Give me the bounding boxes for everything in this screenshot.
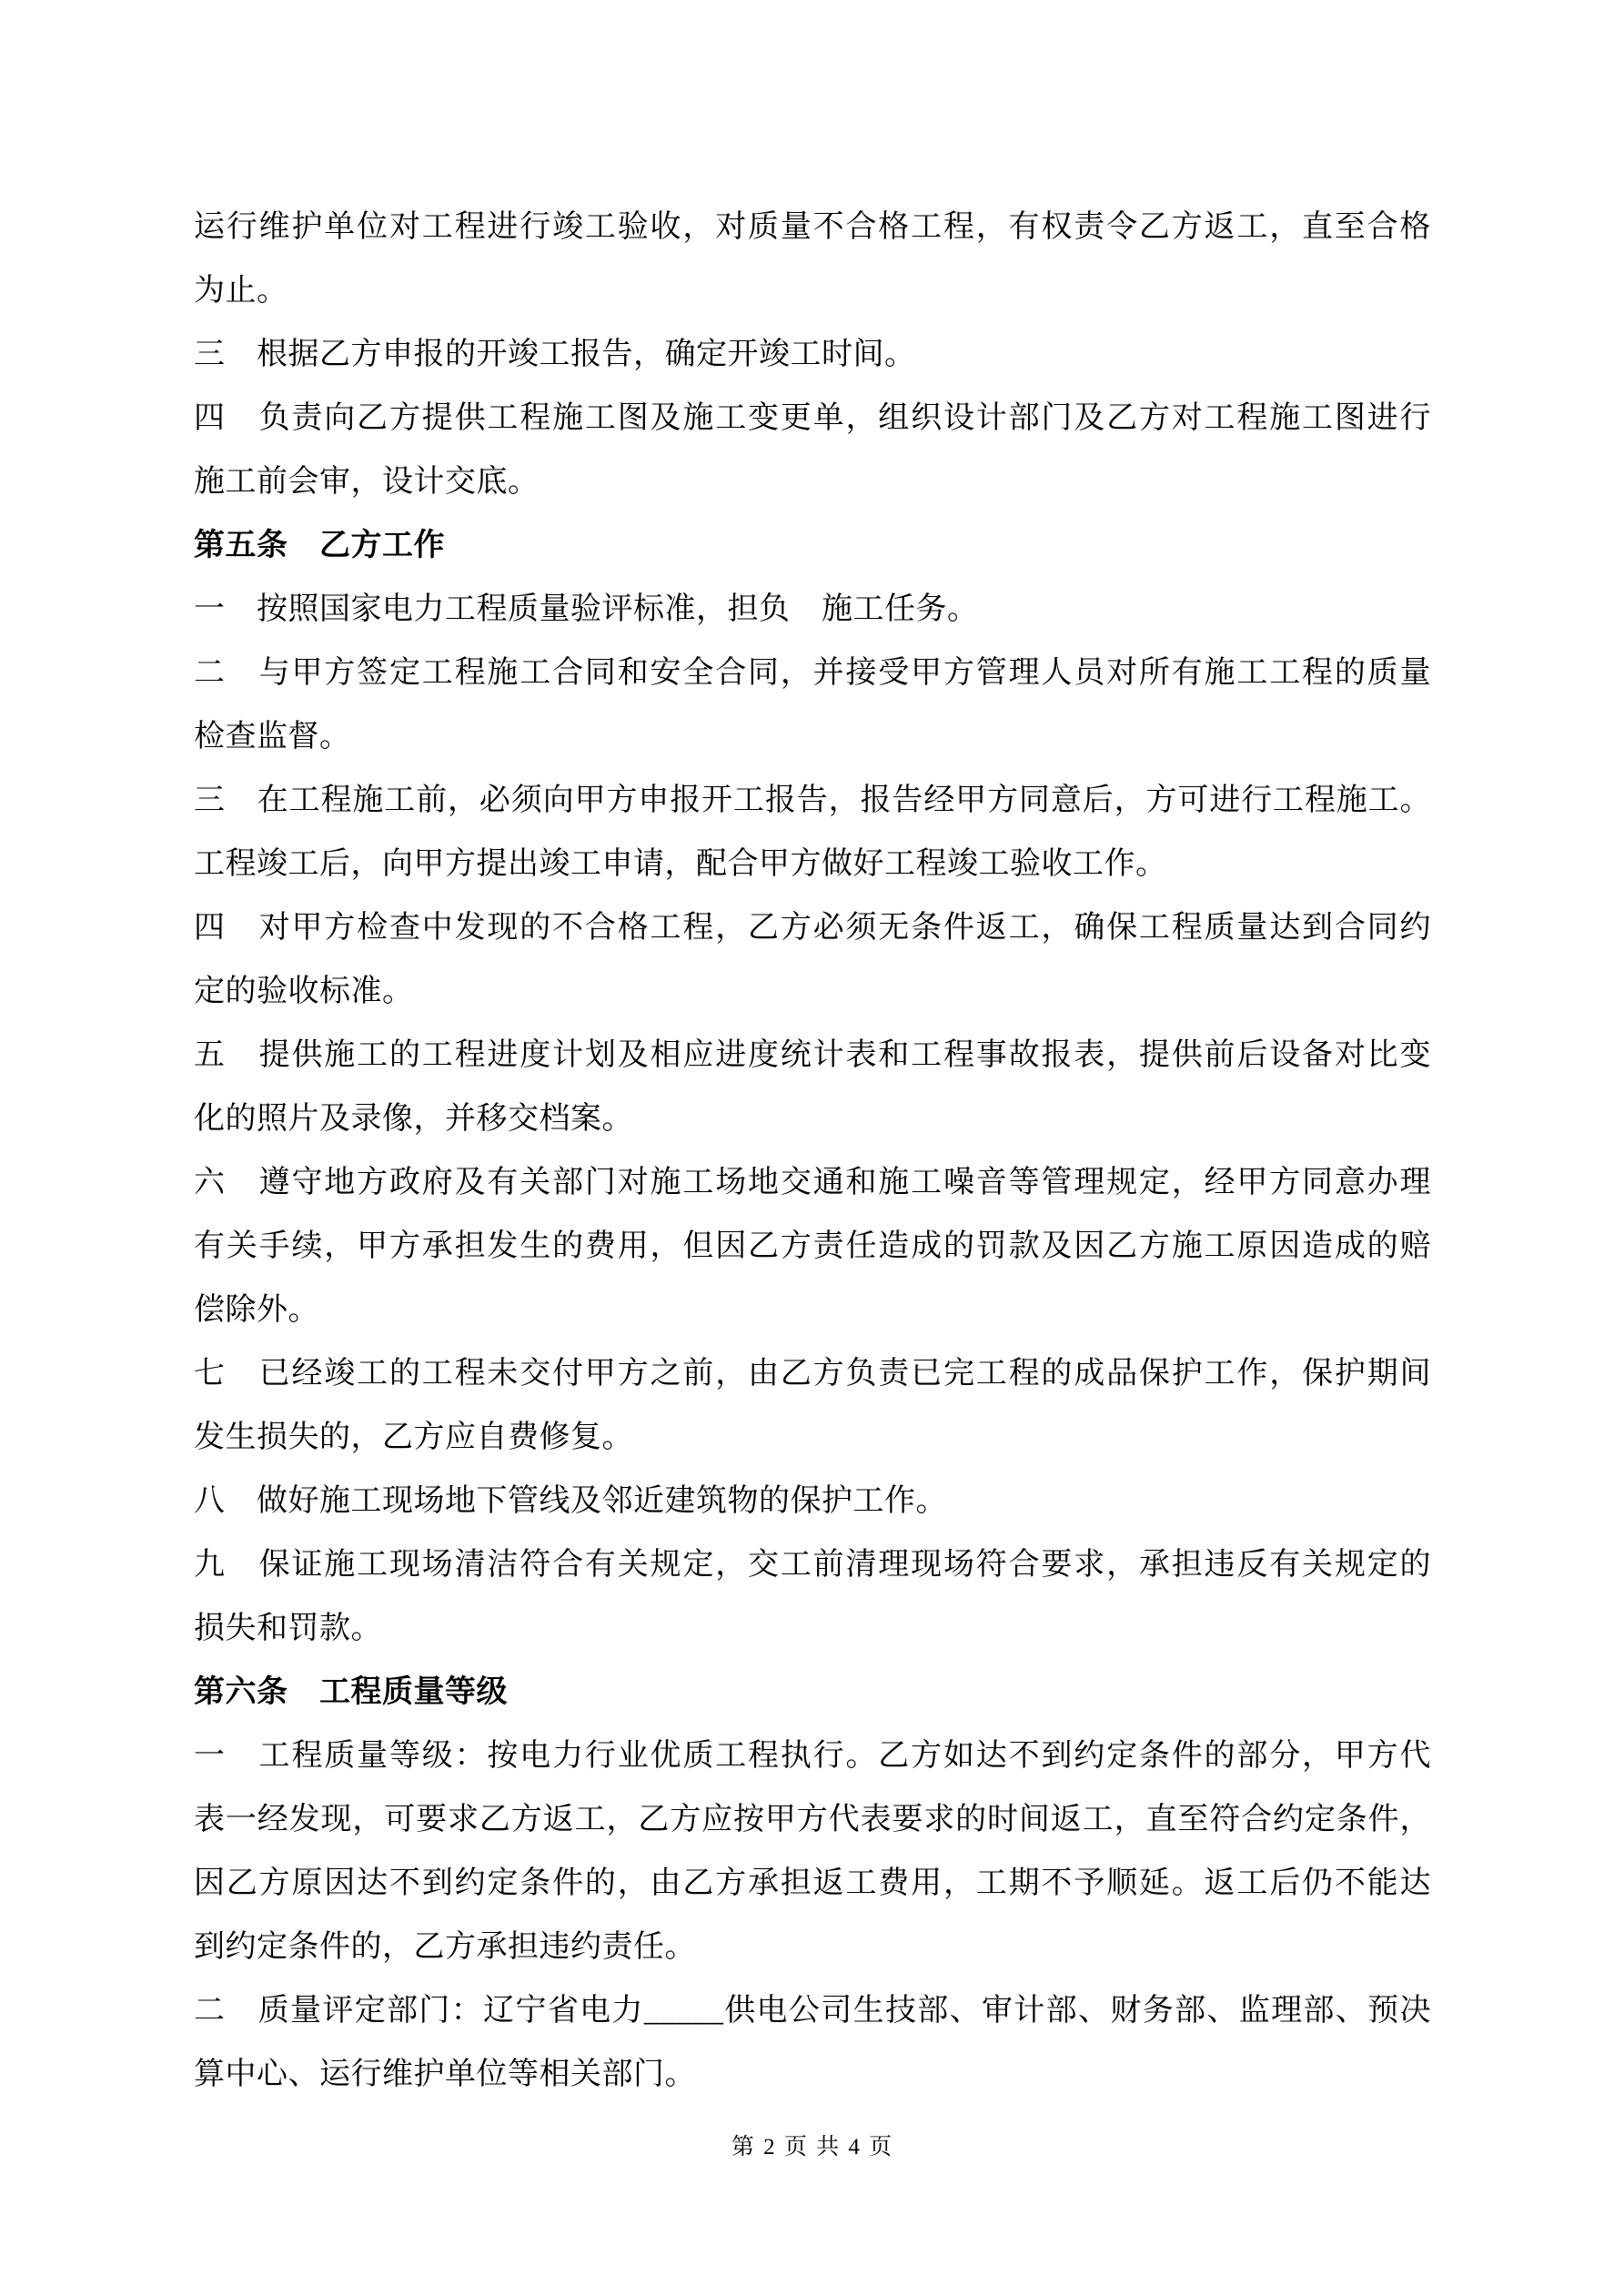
text-line: 到约定条件的，乙方承担违约责任。 — [194, 1930, 696, 1964]
text-line: 表一经发现，可要求乙方返工，乙方应按甲方代表要求的时间返工，直至符合约定条件， — [194, 1803, 1431, 1836]
page-footer — [194, 2129, 1431, 2166]
text-line: 九 保证施工现场清洁符合有关规定，交工前清理现场符合要求，承担违反有关规定的 — [194, 1548, 1431, 1582]
text-line: 有关手续，甲方承担发生的费用，但因乙方责任造成的罚款及因乙方施工原因造成的赔 — [194, 1229, 1431, 1263]
text-line: 六 遵守地方政府及有关部门对施工场地交通和施工噪音等管理规定，经甲方同意办理 — [194, 1166, 1431, 1199]
text-line: 化的照片及录像，并移交档案。 — [194, 1102, 633, 1136]
text-line: 运行维护单位对工程进行竣工验收，对质量不合格工程，有权责令乙方返工，直至合格 — [194, 210, 1431, 244]
text-line: 二 质量评定部门：辽宁省电力_____供电公司生技部、审计部、财务部、监理部、预决 — [194, 1994, 1431, 2028]
text-line: 一 按照国家电力工程质量验评标准，担负 施工任务。 — [194, 592, 979, 626]
text-line: 检查监督。 — [194, 720, 351, 754]
contract-body — [194, 196, 1431, 2107]
text-line: 四 负责向乙方提供工程施工图及施工变更单，组织设计部门及乙方对工程施工图进行 — [194, 401, 1431, 435]
text-line: 定的验收标准。 — [194, 975, 414, 1008]
page-number: 第 2 页 共 4 页 — [731, 2135, 894, 2159]
text-line: 偿除外。 — [194, 1293, 319, 1327]
text-line: 五 提供施工的工程进度计划及相应进度统计表和工程事故报表，提供前后设备对比变 — [194, 1038, 1431, 1072]
text-line: 因乙方原因达不到约定条件的，由乙方承担返工费用，工期不予顺延。返工后仍不能达 — [194, 1866, 1431, 1900]
text-line: 八 做好施工现场地下管线及邻近建筑物的保护工作。 — [194, 1484, 947, 1518]
text-line: 施工前会审，设计交底。 — [194, 465, 540, 499]
text-line: 工程竣工后，向甲方提出竣工申请，配合甲方做好工程竣工验收工作。 — [194, 847, 1167, 881]
text-line: 为止。 — [194, 274, 288, 308]
text-line: 三 在工程施工前，必须向甲方申报开工报告，报告经甲方同意后，方可进行工程施工。 — [194, 784, 1431, 817]
text-line: 四 对甲方检查中发现的不合格工程，乙方必须无条件返工，确保工程质量达到合同约 — [194, 911, 1431, 945]
text-line: 第五条 乙方工作 — [194, 529, 445, 562]
text-line: 发生损失的，乙方应自费修复。 — [194, 1421, 633, 1454]
text-line: 算中心、运行维护单位等相关部门。 — [194, 2058, 696, 2091]
text-line: 三 根据乙方申报的开竣工报告，确定开竣工时间。 — [194, 338, 916, 371]
text-line: 七 已经竣工的工程未交付甲方之前，由乙方负责已完工程的成品保护工作，保护期间 — [194, 1357, 1431, 1391]
text-line: 损失和罚款。 — [194, 1612, 382, 1645]
text-line: 二 与甲方签定工程施工合同和安全合同，并接受甲方管理人员对所有施工工程的质量 — [194, 656, 1431, 690]
text-line: 第六条 工程质量等级 — [194, 1675, 508, 1709]
text-line: 一 工程质量等级：按电力行业优质工程执行。乙方如达不到约定条件的部分，甲方代 — [194, 1739, 1431, 1773]
